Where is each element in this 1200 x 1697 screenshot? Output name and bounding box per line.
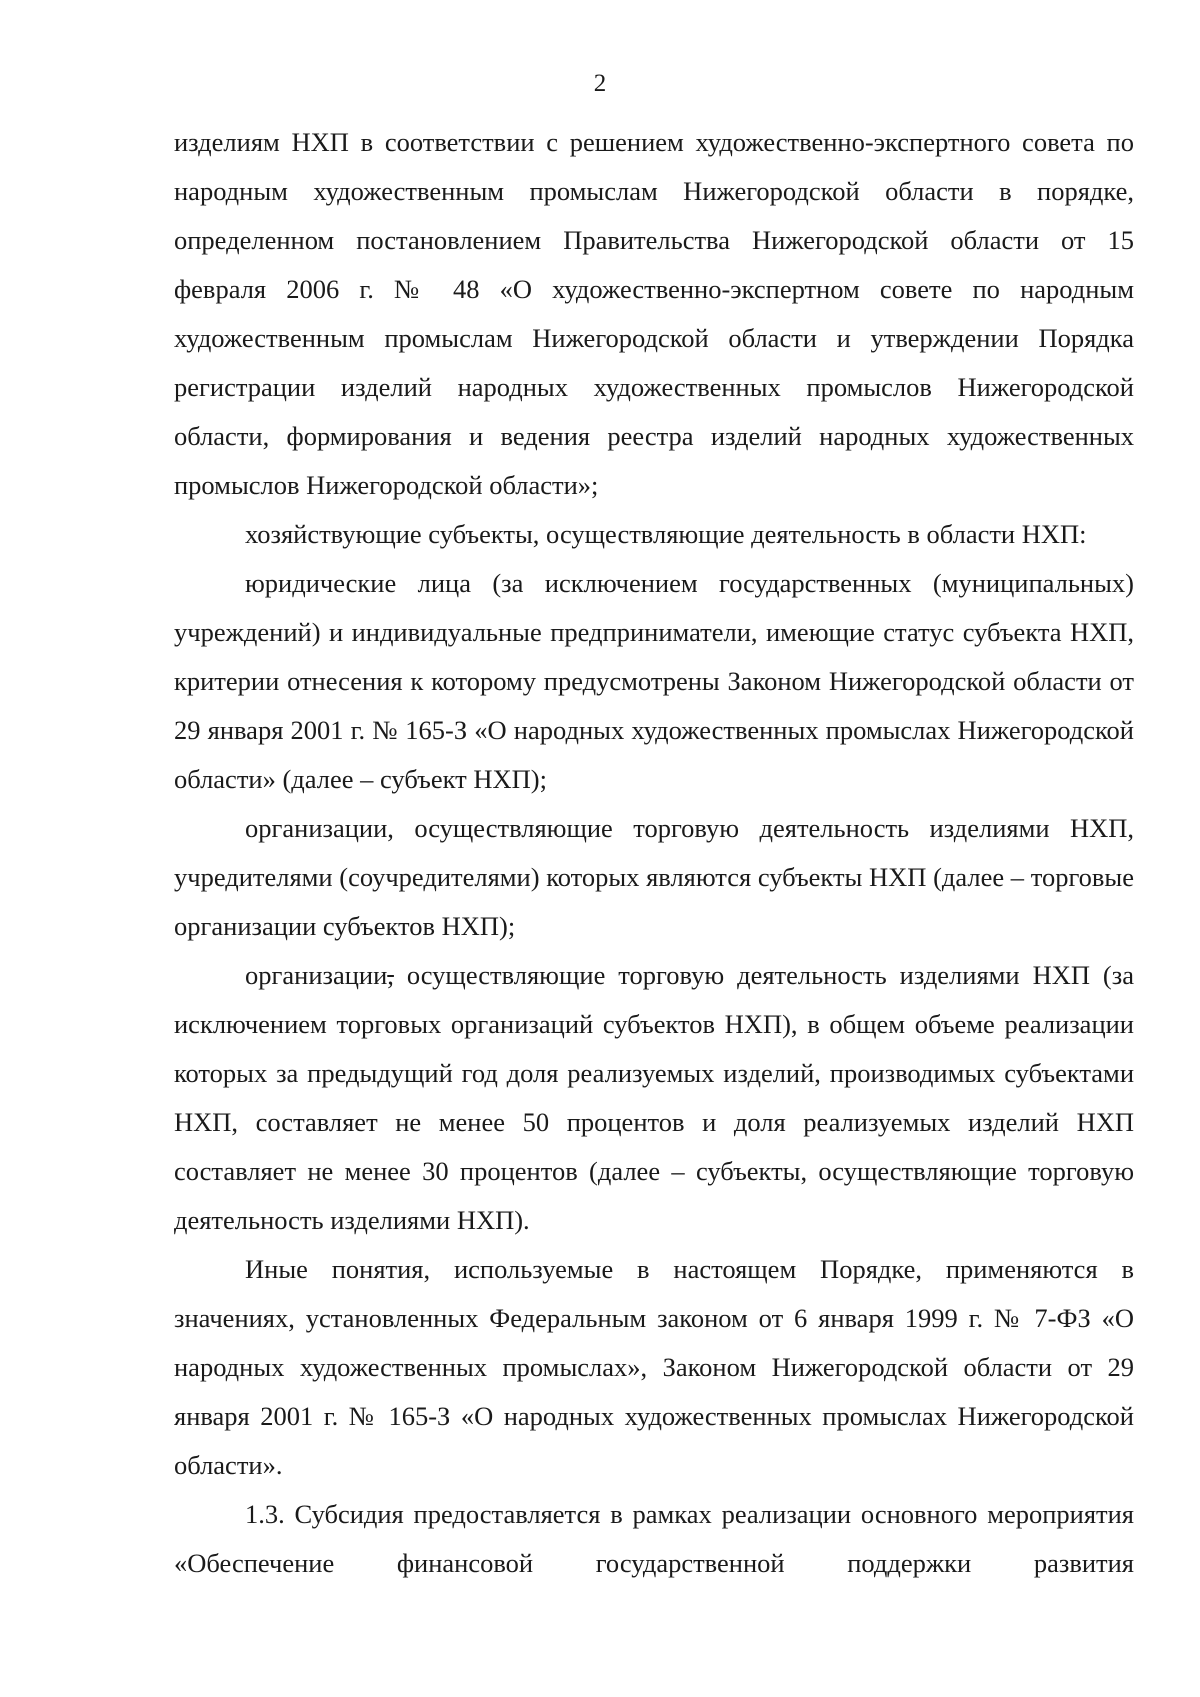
paragraph-text-start: организации [245,960,388,990]
paragraph-other-trade-organizations [174,951,1134,1245]
paragraph-section-1-3: 1.3. Субсидия предоставляется в рамках реализации основного мероприятия «Обеспечение финансовой государственной поддержки развития [174,1499,1134,1578]
paragraph-definition-continuation: изделиям НХП в соответствии с решением художественно-экспертного совета по народным художественным промыслам Нижегородской области в порядке, определенном постановлением Правительства Нижегородской области от 15 февраля 2006 г. № 48 «О художественно-экспертном совете по народным художественным промыслам Нижегородской области и утверждении Порядка регистрации изделий народных художественных промыслов Нижегородской области, формирования и ведения реестра изделий народных художественных промыслов Нижегородской области»; [174,127,1134,500]
paragraph-legal-entities: юридические лица (за исключением государственных (муниципальных) учреждений) и индивидуальные предприниматели, имеющие статус субъекта НХП, критерии отнесения к которому предусмотрены Законом Нижегородской области от 29 января 2001 г. № 165-З «О народных художественных промыслах Нижегородской области» (далее – субъект НХП); [174,568,1134,794]
document-body [174,118,1134,1588]
paragraph-other-concepts: Иные понятия, используемые в настоящем Порядке, применяются в значениях, установленных Федеральным законом от 6 января 1999 г. № 7-ФЗ «О народных художественных промыслах», Законом Нижегородской области от 29 января 2001 г. № 165-З «О народных художественных промыслах Нижегородской области». [174,1254,1134,1480]
paragraph-economic-entities: хозяйствующие субъекты, осуществляющие деятельность в области НХП: [245,519,1087,549]
paragraph-trade-organizations: организации, осуществляющие торговую деятельность изделиями НХП, учредителями (соучредителями) которых являются субъекты НХП (далее – торговые организации субъектов НХП); [174,813,1134,941]
page-number: 2 [593,70,607,97]
paragraph-text-rest: осуществляющие торговую деятельность изделиями НХП (за исключением торговых организаций субъектов НХП), в общем объеме реализации которых за предыдущий год доля реализуемых изделий, производимых субъектами НХП, составляет не менее 50 процентов и доля реализуемых изделий НХП составляет не менее 30 процентов (далее – субъекты, осуществляющие торговую деятельность изделиями НХП). [174,960,1134,1235]
struck-comma: , [387,960,394,990]
